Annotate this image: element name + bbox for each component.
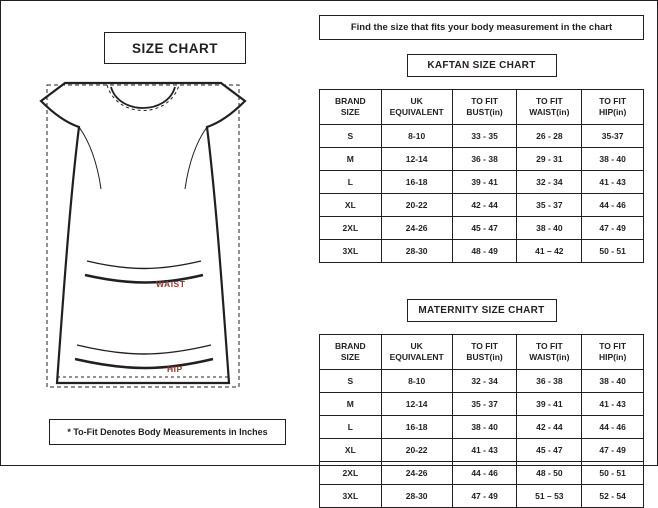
- table-row: [320, 393, 644, 416]
- cell-hip: 41 - 43: [582, 171, 644, 194]
- table-row: [320, 370, 644, 393]
- cell-uk: 16-18: [381, 171, 452, 194]
- header-line-2: HIP(in): [598, 107, 627, 117]
- cell-hip: 38 - 40: [582, 370, 644, 393]
- cell-bust: 36 - 38: [452, 148, 517, 171]
- cell-bust: 45 - 47: [452, 217, 517, 240]
- column-header-bust: [452, 335, 517, 370]
- cell-brand-size: 3XL: [320, 240, 382, 263]
- cell-bust: 48 - 49: [452, 240, 517, 263]
- cell-hip: 38 - 40: [582, 148, 644, 171]
- page-title: [104, 32, 246, 64]
- header-line-1: TO FIT: [599, 341, 627, 352]
- cell-uk: 8-10: [381, 125, 452, 148]
- header-line-2: HIP(in): [598, 352, 627, 362]
- cell-hip: 47 - 49: [582, 439, 644, 462]
- header-line-2: SIZE: [340, 107, 360, 117]
- header-line-2: EQUIVALENT: [389, 107, 444, 117]
- table-row: [320, 485, 644, 508]
- header-line-1: TO FIT: [535, 96, 563, 107]
- cell-waist: 51 – 53: [517, 485, 582, 508]
- cell-uk: 8-10: [381, 370, 452, 393]
- maternity-table-title: [407, 299, 557, 322]
- header-line-1: TO FIT: [471, 341, 498, 352]
- table-row: [320, 194, 644, 217]
- cell-hip: 35-37: [582, 125, 644, 148]
- cell-waist: 36 - 38: [517, 370, 582, 393]
- table-row: [320, 240, 644, 263]
- cell-brand-size: XL: [320, 194, 382, 217]
- cell-waist: 42 - 44: [517, 416, 582, 439]
- header-line-2: WAIST(in): [529, 107, 570, 117]
- cell-uk: 28-30: [381, 485, 452, 508]
- section-spacer: [319, 263, 644, 285]
- cell-brand-size: 3XL: [320, 485, 382, 508]
- cell-bust: 47 - 49: [452, 485, 517, 508]
- cell-brand-size: 2XL: [320, 462, 382, 485]
- cell-hip: 41 - 43: [582, 393, 644, 416]
- header-line-1: TO FIT: [471, 96, 498, 107]
- table-row: [320, 217, 644, 240]
- cell-bust: 32 - 34: [452, 370, 517, 393]
- garment-illustration: [19, 71, 309, 401]
- instruction-banner: [319, 15, 644, 40]
- table-header-row: [320, 90, 644, 125]
- neckline: [111, 87, 175, 108]
- kaftan-table-title-text: KAFTAN SIZE CHART: [427, 60, 536, 71]
- cell-waist: 26 - 28: [517, 125, 582, 148]
- cell-waist: 39 - 41: [517, 393, 582, 416]
- cell-brand-size: L: [320, 416, 382, 439]
- cell-uk: 24-26: [381, 217, 452, 240]
- cell-brand-size: 2XL: [320, 217, 382, 240]
- cell-brand-size: L: [320, 171, 382, 194]
- table-row: [320, 462, 644, 485]
- table-row: [320, 148, 644, 171]
- table-row: [320, 171, 644, 194]
- column-header-brand-size: [320, 335, 382, 370]
- instruction-text: Find the size that fits your body measurement in the chart: [350, 22, 613, 33]
- table-row: [320, 439, 644, 462]
- cell-bust: 39 - 41: [452, 171, 517, 194]
- header-line-1: BRAND: [334, 96, 366, 107]
- cell-bust: 44 - 46: [452, 462, 517, 485]
- cell-uk: 20-22: [381, 439, 452, 462]
- footnote: [49, 419, 286, 445]
- footnote-text: * To-Fit Denotes Body Measurements in Inches: [67, 427, 268, 437]
- header-line-2: BUST(in): [466, 352, 503, 362]
- cell-brand-size: M: [320, 393, 382, 416]
- left-drape-line: [79, 127, 101, 189]
- cell-waist: 29 - 31: [517, 148, 582, 171]
- cell-brand-size: S: [320, 125, 382, 148]
- cell-bust: 38 - 40: [452, 416, 517, 439]
- tables-panel: [319, 15, 644, 508]
- header-line-1: BRAND: [334, 341, 366, 352]
- column-header-hip: [582, 335, 644, 370]
- waist-curve-top: [87, 261, 201, 269]
- cell-uk: 12-14: [381, 148, 452, 171]
- cell-brand-size: M: [320, 148, 382, 171]
- cell-bust: 35 - 37: [452, 393, 517, 416]
- kaftan-diagram-svg: [19, 71, 309, 401]
- cell-bust: 41 - 43: [452, 439, 517, 462]
- column-header-waist: [517, 335, 582, 370]
- cell-hip: 50 - 51: [582, 462, 644, 485]
- cell-brand-size: XL: [320, 439, 382, 462]
- column-header-bust: [452, 90, 517, 125]
- header-line-2: BUST(in): [466, 107, 503, 117]
- cell-waist: 48 - 50: [517, 462, 582, 485]
- page-title-text: SIZE CHART: [132, 40, 218, 56]
- hip-measure-line: [75, 359, 213, 368]
- cell-bust: 33 - 35: [452, 125, 517, 148]
- right-drape-line: [185, 127, 207, 189]
- cell-waist: 35 - 37: [517, 194, 582, 217]
- cell-hip: 50 - 51: [582, 240, 644, 263]
- column-header-uk-equivalent: [381, 90, 452, 125]
- column-header-waist: [517, 90, 582, 125]
- hip-label: HIP: [167, 364, 183, 374]
- table-row: [320, 125, 644, 148]
- column-header-uk-equivalent: [381, 335, 452, 370]
- table-row: [320, 416, 644, 439]
- kaftan-table-title: [407, 54, 557, 77]
- garment-outline: [41, 83, 245, 383]
- cell-waist: 32 - 34: [517, 171, 582, 194]
- cell-bust: 42 - 44: [452, 194, 517, 217]
- cell-hip: 52 - 54: [582, 485, 644, 508]
- kaftan-size-table: [319, 89, 644, 263]
- cell-brand-size: S: [320, 370, 382, 393]
- header-line-2: WAIST(in): [529, 352, 570, 362]
- cell-hip: 44 - 46: [582, 194, 644, 217]
- header-line-1: TO FIT: [599, 96, 627, 107]
- cell-waist: 45 - 47: [517, 439, 582, 462]
- cell-uk: 24-26: [381, 462, 452, 485]
- column-header-brand-size: [320, 90, 382, 125]
- maternity-size-table: [319, 334, 644, 508]
- cell-uk: 12-14: [381, 393, 452, 416]
- header-line-1: TO FIT: [535, 341, 563, 352]
- header-line-2: EQUIVALENT: [389, 352, 444, 362]
- cell-uk: 28-30: [381, 240, 452, 263]
- cell-waist: 38 - 40: [517, 217, 582, 240]
- table-header-row: [320, 335, 644, 370]
- cell-waist: 41 – 42: [517, 240, 582, 263]
- illustration-panel: [19, 15, 309, 451]
- header-line-2: SIZE: [340, 352, 360, 362]
- waist-label: WAIST: [156, 279, 186, 289]
- guide-box: [47, 85, 239, 387]
- cell-uk: 20-22: [381, 194, 452, 217]
- cell-uk: 16-18: [381, 416, 452, 439]
- cell-hip: 47 - 49: [582, 217, 644, 240]
- column-header-hip: [582, 90, 644, 125]
- maternity-table-title-text: MATERNITY SIZE CHART: [418, 305, 545, 316]
- header-line-1: UK: [410, 341, 423, 352]
- hip-curve-top: [77, 345, 211, 354]
- header-line-1: UK: [410, 96, 423, 107]
- cell-hip: 44 - 46: [582, 416, 644, 439]
